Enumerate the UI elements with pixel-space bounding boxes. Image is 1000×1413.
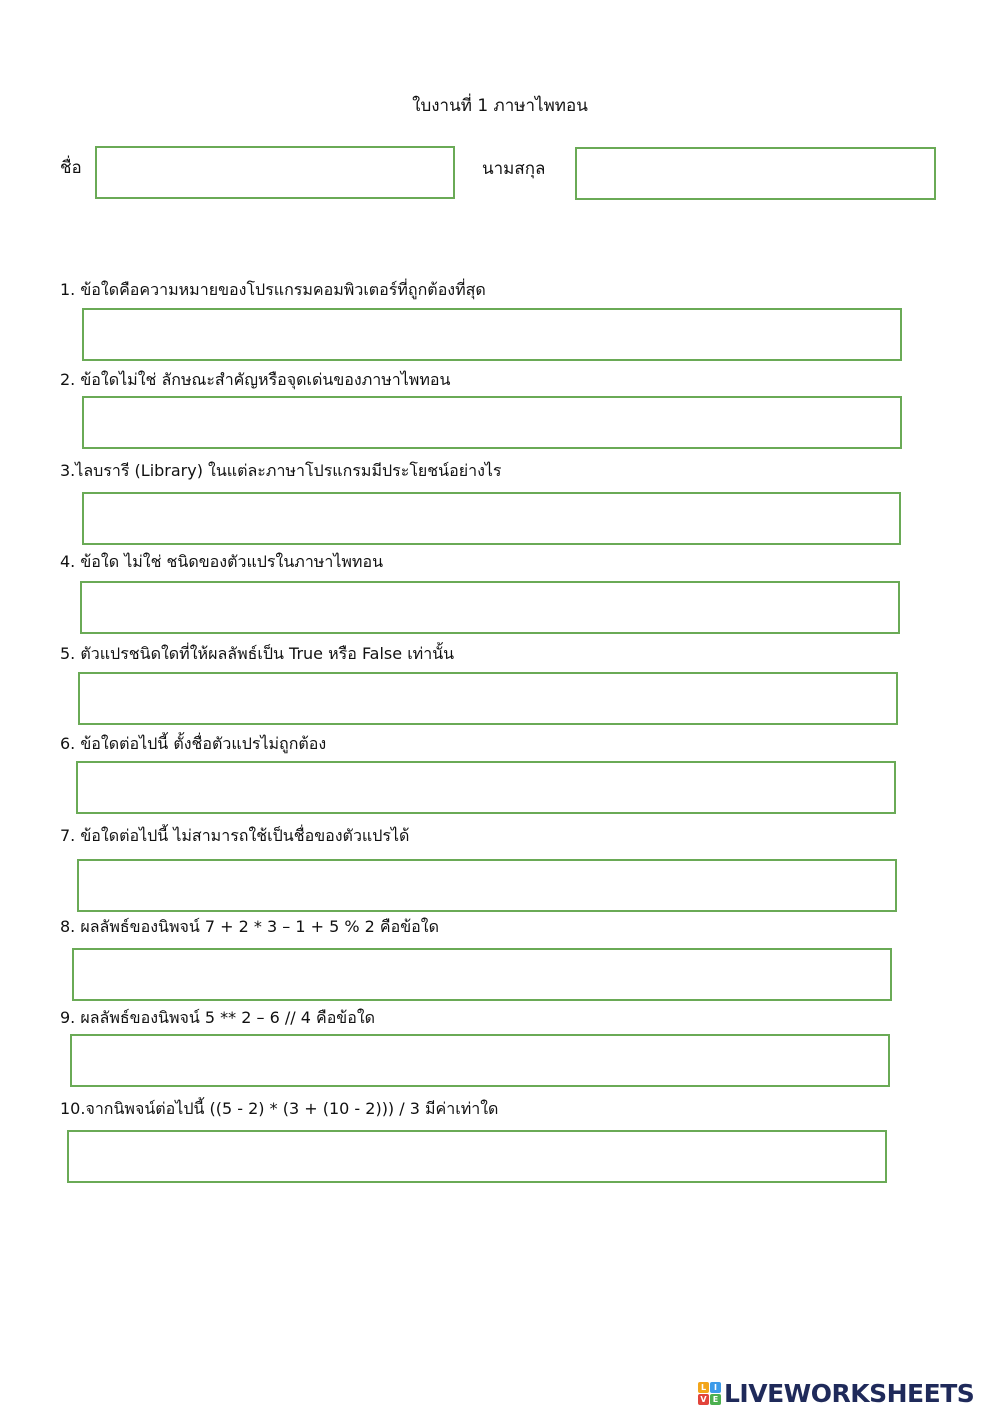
question-6-answer-input[interactable] [76, 761, 896, 814]
question-7-text: 7. ข้อใดต่อไปนี้ ไม่สามารถใช้เป็นชื่อของตัวแปรได้ [60, 826, 410, 845]
logo-letter-v: V [698, 1394, 709, 1405]
question-2-answer-input[interactable] [82, 396, 902, 449]
question-5-text: 5. ตัวแปรชนิดใดที่ให้ผลลัพธ์เป็น True หรือ False เท่านั้น [60, 644, 455, 663]
question-8-text: 8. ผลลัพธ์ของนิพจน์ 7 + 2 * 3 – 1 + 5 % 2 คือข้อใด [60, 917, 439, 936]
surname-label: นามสกุล [482, 159, 546, 179]
name-input[interactable] [95, 146, 455, 199]
logo-letter-l: L [698, 1382, 709, 1393]
liveworksheets-logo-icon [698, 1382, 721, 1405]
question-9-answer-input[interactable] [70, 1034, 890, 1087]
question-4-text: 4. ข้อใด ไม่ใช่ ชนิดของตัวแปรในภาษาไพทอน [60, 552, 384, 571]
surname-input[interactable] [575, 147, 936, 200]
question-10-text: 10.จากนิพจน์ต่อไปนี้ ((5 - 2) * (3 + (10 - 2))) / 3 มีค่าเท่าใด [60, 1099, 499, 1118]
question-1-answer-input[interactable] [82, 308, 902, 361]
logo-letter-e: E [710, 1394, 721, 1405]
question-2-text: 2. ข้อใดไม่ใช่ ลักษณะสำคัญหรือจุดเด่นของภาษาไพทอน [60, 370, 451, 389]
question-3-text: 3.ไลบรารี (Library) ในแต่ละภาษาโปรแกรมมีประโยชน์อย่างไร [60, 461, 502, 480]
question-4-answer-input[interactable] [80, 581, 900, 634]
question-3-answer-input[interactable] [82, 492, 901, 545]
liveworksheets-brand [698, 1376, 974, 1410]
question-10-answer-input[interactable] [67, 1130, 887, 1183]
liveworksheets-wordmark: LIVEWORKSHEETS [724, 1378, 975, 1408]
logo-letter-i: I [710, 1382, 721, 1393]
name-label: ชื่อ [60, 158, 82, 178]
question-9-text: 9. ผลลัพธ์ของนิพจน์ 5 ** 2 – 6 // 4 คือข้อใด [60, 1008, 376, 1027]
question-5-answer-input[interactable] [78, 672, 898, 725]
question-8-answer-input[interactable] [72, 948, 892, 1001]
question-1-text: 1. ข้อใดคือความหมายของโปรแกรมคอมพิวเตอร์ที่ถูกต้องที่สุด [60, 280, 486, 299]
worksheet-title: ใบงานที่ 1 ภาษาไพทอน [412, 96, 588, 116]
question-7-answer-input[interactable] [77, 859, 897, 912]
question-6-text: 6. ข้อใดต่อไปนี้ ตั้งชื่อตัวแปรไม่ถูกต้อง [60, 734, 327, 753]
